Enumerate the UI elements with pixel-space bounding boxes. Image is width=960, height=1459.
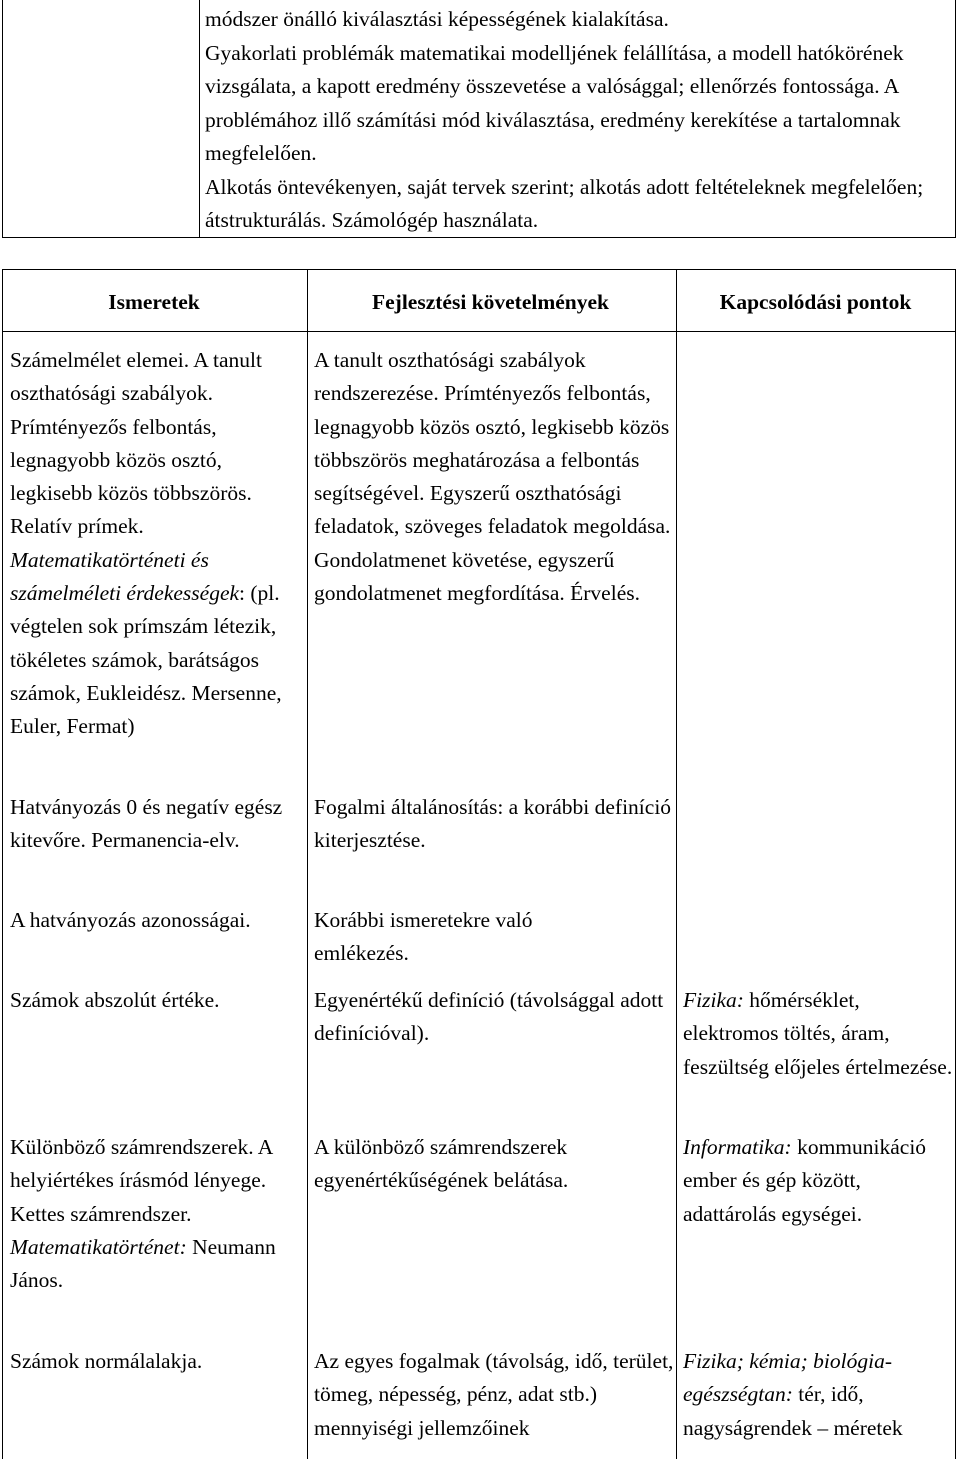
header-kapcsolodasi-pontok: Kapcsolódási pontok [719,290,912,314]
row6-fejlesztes: Az egyes fogalmak (távolság, idő, terület, tömeg, népesség, pénz, adat stb.) mennyiségi jellemzőinek [314,1349,674,1440]
top-paragraph-3: Alkotás öntevékenyen, saját tervek szerint; alkotás adott feltételeknek megfelelően; átstrukturálás. Számológép használata. [205,174,924,232]
row3-fejlesztes: Korábbi ismeretekre való emlékezés. [314,908,533,966]
top-paragraph-2: Gyakorlati problémák matematikai modelljének felállítása, a modell hatókörének vizsgálata, a kapott eredmény összevetése a valósággal; ellenőrzés fontossága. A problémához illő számítási mód kiválasztása, eredmény kerekítése a tartalomnak megfelelően. [205,40,904,165]
row3-ismeretek: A hatványozás azonosságai. [10,908,251,932]
column-divider-2 [676,270,677,1459]
row6-ismeretek: Számok normálalakja. [10,1349,203,1373]
header-divider [3,331,955,332]
row5-fejlesztes: A különböző számrendszerek egyenértékűségének belátása. [314,1135,569,1193]
header-ismeretek: Ismeretek [108,290,200,314]
header-fejlesztesi-kovetelmenyek: Fejlesztési követelmények [371,290,609,314]
top-continuation-text [205,3,950,238]
row5-ismeretek: Különböző számrendszerek. A helyiértékes írásmód lényege. Kettes számrendszer. Matematikatörténet: Neumann János. [10,1135,276,1293]
row2-ismeretek: Hatványozás 0 és negatív egész kitevőre. Permanencia-elv. [10,795,283,853]
row6-kapcsolodas: Fizika; kémia; biológia-egészségtan: tér, idő, nagyságrendek – méretek [683,1349,903,1440]
top-empty-cell [3,0,200,237]
row4-ismeretek: Számok abszolút értéke. [10,988,220,1012]
row4-fejlesztes: Egyenértékű definíció (távolsággal adott definícióval). [314,988,664,1046]
column-divider-1 [307,270,308,1459]
row1-ismeretek: Számelmélet elemei. A tanult oszthatósági szabályok. Prímtényezős felbontás, legnagyobb közös osztó, legkisebb közös többszörös. Relatív prímek. Matematikatörténeti és számelméleti érdekességek: (pl. végtelen sok prímszám létezik, tökéletes számok, barátságos számok, Eukleidész. Mersenne, Euler, Fermat) [10,348,282,739]
row2-fejlesztes: Fogalmi általánosítás: a korábbi definíció kiterjesztése. [314,795,672,853]
row4-kapcsolodas: Fizika: hőmérséklet, elektromos töltés, áram, feszültség előjeles értelmezése. [683,988,953,1079]
row1-fejlesztes: A tanult oszthatósági szabályok rendszerezése. Prímtényezős felbontás, legnagyobb közös osztó, legkisebb közös többszörös meghatározása a felbontás segítségével. Egyszerű oszthatósági feladatok, szöveges feladatok megoldása. Gondolatmenet követése, egyszerű gondolatmenet megfordítása. Érvelés. [314,348,671,606]
top-paragraph-1: módszer önálló kiválasztási képességének kialakítása. [205,7,669,31]
row5-kapcsolodas: Informatika: kommunikáció ember és gép között, adattárolás egységei. [683,1135,927,1226]
